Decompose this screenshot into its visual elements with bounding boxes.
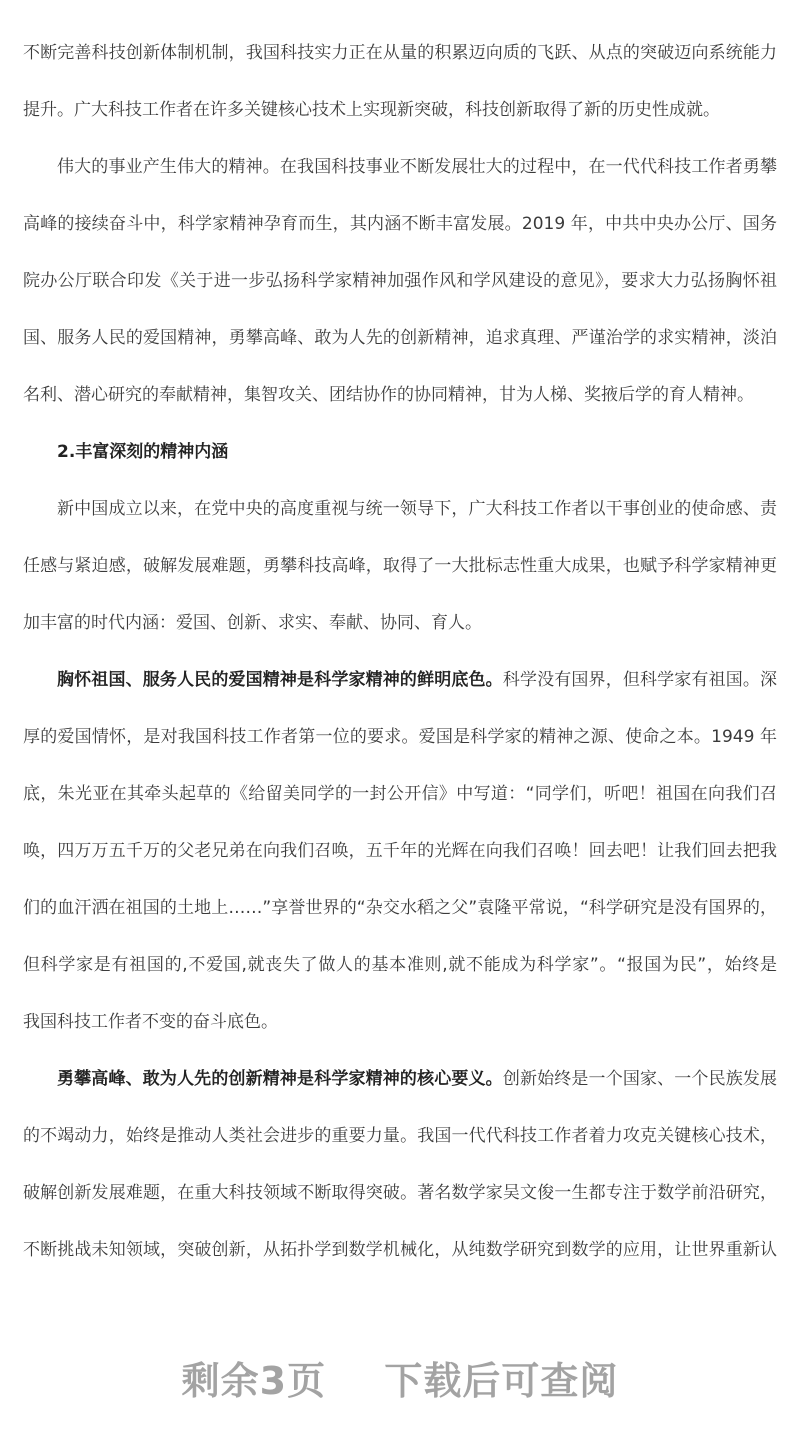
line-text: 高峰的接续奋斗中，科学家精神孕育而生，其内涵不断丰富发展。2019 年，中共中央办公厅、国务 bbox=[23, 214, 777, 234]
text-line bbox=[23, 481, 777, 538]
line-text: 提升。广大科技工作者在许多关键核心技术上实现新突破，科技创新取得了新的历史性成就。 bbox=[23, 100, 720, 120]
paragraph bbox=[23, 25, 777, 139]
text-line bbox=[23, 25, 777, 82]
paragraph bbox=[23, 139, 777, 424]
text-line bbox=[23, 880, 777, 937]
line-text: 唤，四万万五千万的父老兄弟在向我们召唤，五千年的光辉在向我们召唤！回去吧！让我们回去把我 bbox=[23, 841, 777, 861]
line-text: 不断完善科技创新体制机制，我国科技实力正在从量的积累迈向质的飞跃、从点的突破迈向系统能力 bbox=[23, 43, 777, 63]
text-line bbox=[23, 1108, 777, 1165]
line-text: 破解创新发展难题，在重大科技领域不断取得突破。著名数学家吴文俊一生都专注于数学前沿研究， bbox=[23, 1183, 777, 1203]
section-heading bbox=[23, 424, 777, 481]
line-text: 任感与紧迫感，破解发展难题，勇攀科技高峰，取得了一大批标志性重大成果，也赋予科学家精神更 bbox=[23, 556, 777, 576]
line-text: 院办公厅联合印发《关于进一步弘扬科学家精神加强作风和学风建设的意见》，要求大力弘扬胸怀祖 bbox=[23, 271, 777, 291]
text-line bbox=[23, 1051, 777, 1108]
paragraph bbox=[23, 481, 777, 652]
line-text: 新中国成立以来，在党中央的高度重视与统一领导下，广大科技工作者以干事创业的使命感、责 bbox=[57, 499, 777, 519]
text-line bbox=[23, 823, 777, 880]
text-line bbox=[23, 538, 777, 595]
line-text: 底，朱光亚在其牵头起草的《给留美同学的一封公开信》中写道：“同学们，听吧！祖国在向我们召 bbox=[23, 784, 777, 804]
text-line bbox=[23, 709, 777, 766]
text-line bbox=[23, 367, 777, 424]
text-line bbox=[23, 766, 777, 823]
line-text: 的不竭动力，始终是推动人类社会进步的重要力量。我国一代代科技工作者着力攻克关键核心技术， bbox=[23, 1126, 777, 1146]
line-text: 创新始终是一个国家、一个民族发展 bbox=[502, 1069, 778, 1089]
text-line bbox=[23, 1165, 777, 1222]
download-to-view-label[interactable]: 下载后可查阅 bbox=[384, 1359, 619, 1403]
bold-lead: 勇攀高峰、敢为人先的创新精神是科学家精神的核心要义。 bbox=[57, 1069, 503, 1089]
download-prompt[interactable] bbox=[0, 1350, 800, 1405]
document-body bbox=[23, 25, 777, 1279]
text-line bbox=[23, 652, 777, 709]
text-line bbox=[23, 937, 777, 994]
text-line bbox=[23, 139, 777, 196]
text-line bbox=[23, 253, 777, 310]
line-text: 科学没有国界，但科学家有祖国。深 bbox=[502, 670, 778, 690]
line-text: 不断挑战未知领域，突破创新，从拓扑学到数学机械化，从纯数学研究到数学的应用，让世界重新认 bbox=[23, 1240, 777, 1260]
line-text: 但科学家是有祖国的,不爱国,就丧失了做人的基本准则,就不能成为科学家”。“报国为民”，始终是 bbox=[23, 955, 777, 975]
line-text: 加丰富的时代内涵：爱国、创新、求实、奉献、协同、育人。 bbox=[23, 613, 482, 633]
line-text: 伟大的事业产生伟大的精神。在我国科技事业不断发展壮大的过程中，在一代代科技工作者勇攀 bbox=[57, 157, 777, 177]
text-line bbox=[23, 310, 777, 367]
text-line bbox=[23, 994, 777, 1051]
line-text: 国、服务人民的爱国精神，勇攀高峰、敢为人先的创新精神，追求真理、严谨治学的求实精神，淡泊 bbox=[23, 328, 777, 348]
text-line bbox=[23, 1222, 777, 1279]
line-text: 2.丰富深刻的精神内涵 bbox=[57, 442, 229, 462]
text-line bbox=[23, 595, 777, 652]
paragraph bbox=[23, 1051, 777, 1279]
remaining-pages-label: 剩余3页 bbox=[181, 1359, 327, 1403]
line-text: 名利、潜心研究的奉献精神，集智攻关、团结协作的协同精神，甘为人梯、奖掖后学的育人精神。 bbox=[23, 385, 754, 405]
line-text: 们的血汗洒在祖国的土地上……”享誉世界的“杂交水稻之父”袁隆平常说，“科学研究是没有国界的， bbox=[23, 898, 777, 918]
text-line bbox=[23, 424, 777, 481]
paragraph bbox=[23, 652, 777, 1051]
text-line bbox=[23, 196, 777, 253]
text-line bbox=[23, 82, 777, 139]
line-text: 我国科技工作者不变的奋斗底色。 bbox=[23, 1012, 278, 1032]
line-text: 厚的爱国情怀，是对我国科技工作者第一位的要求。爱国是科学家的精神之源、使命之本。1949 年 bbox=[23, 727, 777, 747]
bold-lead: 胸怀祖国、服务人民的爱国精神是科学家精神的鲜明底色。 bbox=[57, 670, 503, 690]
